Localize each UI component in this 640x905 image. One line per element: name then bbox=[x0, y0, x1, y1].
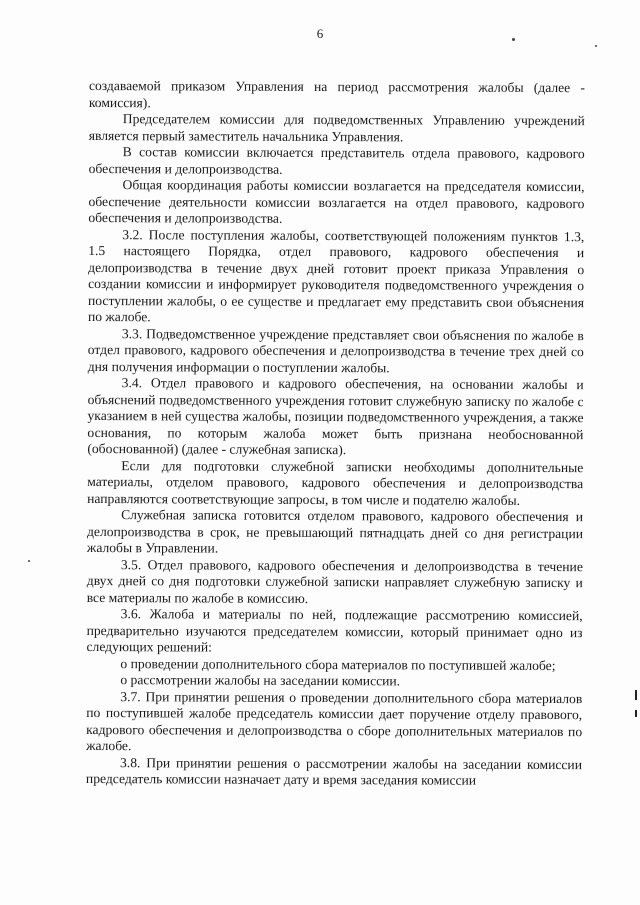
paragraph-coordination: Общая координация работы комиссии возлагается на председателя комиссии, обеспечение деятельности комиссии возлагается на отдел правового, кадрового обеспечения и делопроизводства. bbox=[88, 177, 585, 226]
paragraph-option-additional-collection: о проведении дополнительного сбора материалов по поступившей жалобе; bbox=[120, 655, 556, 673]
paragraph-memo-deadline: Служебная записка готовится отделом правового, кадрового обеспечения и делопроизводства в срок, не превышающий пятнадцать дней со дня регистрации жалобы в Управлении. bbox=[86, 507, 584, 556]
paragraph-commission-period: создаваемой приказом Управления на период рассмотрения жалобы (далее - комиссия). bbox=[88, 78, 585, 110]
paragraph-3-2: 3.2. После поступления жалобы, соответствующей положениям пунктов 1.3, 1.5 настоящего Порядка, отдел правового, кадрового обеспечения и делопроизводства в течение двух дней готовит проект приказа Управления о создании комиссии и информирует руководителя подведомственного учреждения о поступлении жалобы, о ее существе и предлагает ему представить свои объяснения по жалобе. bbox=[87, 226, 585, 325]
page-number: 6 bbox=[316, 26, 324, 41]
scan-speck bbox=[595, 45, 597, 47]
scan-speck bbox=[28, 560, 30, 562]
paragraph-3-4: 3.4. Отдел правового и кадрового обеспечения, на основании жалобы и объяснений подведомственного учреждения готовит служебную записку по жалобе с указанием в ней существа жалобы, позиции подведомственного учреждения, а также основания, по которым жалоба может быть признана необоснованной (обоснованной) (далее - служебная записка). bbox=[87, 375, 584, 458]
document-body bbox=[86, 78, 585, 790]
paragraph-option-meeting: о рассмотрении жалобы на заседании комиссии. bbox=[120, 672, 401, 689]
paragraph-commission-members: В состав комиссии включается представитель отдела правового, кадрового обеспечения и делопроизводства. bbox=[88, 144, 585, 177]
paragraph-3-7: 3.7. При принятии решения о проведении дополнительного сбора материалов по поступившей жалобе председатель комиссии дает поручение отделу правового, кадрового обеспечения и делопроизводства о сборе дополнительных материалов по жалобе. bbox=[86, 688, 583, 754]
paragraph-additional-materials: Если для подготовки служебной записки необходимы дополнительные материалы, отделом правового, кадрового обеспечения и делопроизводства направляются соответствующие запросы, в том числе и подателю жалобы. bbox=[87, 457, 584, 508]
scan-edge-mark bbox=[635, 690, 637, 700]
paragraph-3-6: 3.6. Жалоба и материалы по ней, подлежащие рассмотрению комиссией, предварительно изучаются председателем комиссии, который принимает одно из следующих решений: bbox=[86, 606, 583, 655]
paragraph-3-3: 3.3. Подведомственное учреждение представляет свои объяснения по жалобе в отдел правового, кадрового обеспечения и делопроизводства в течение трех дней со дня получения информации о поступлении жалобы. bbox=[87, 325, 584, 375]
scan-speck bbox=[512, 38, 515, 41]
paragraph-3-8: 3.8. При принятии решения о рассмотрении жалобы на заседании комиссии председатель комиссии назначает дату и время заседания комиссии bbox=[85, 754, 583, 788]
paragraph-commission-chair: Председателем комиссии для подведомственных Управлению учреждений является первый заместитель начальника Управления. bbox=[88, 111, 585, 144]
paragraph-3-5: 3.5. Отдел правового, кадрового обеспечения и делопроизводства в течение двух дней со дня подготовки служебной записки направляет служебную записку и все материалы по жалобе в комиссию. bbox=[86, 556, 583, 606]
scan-edge-mark bbox=[635, 710, 637, 717]
